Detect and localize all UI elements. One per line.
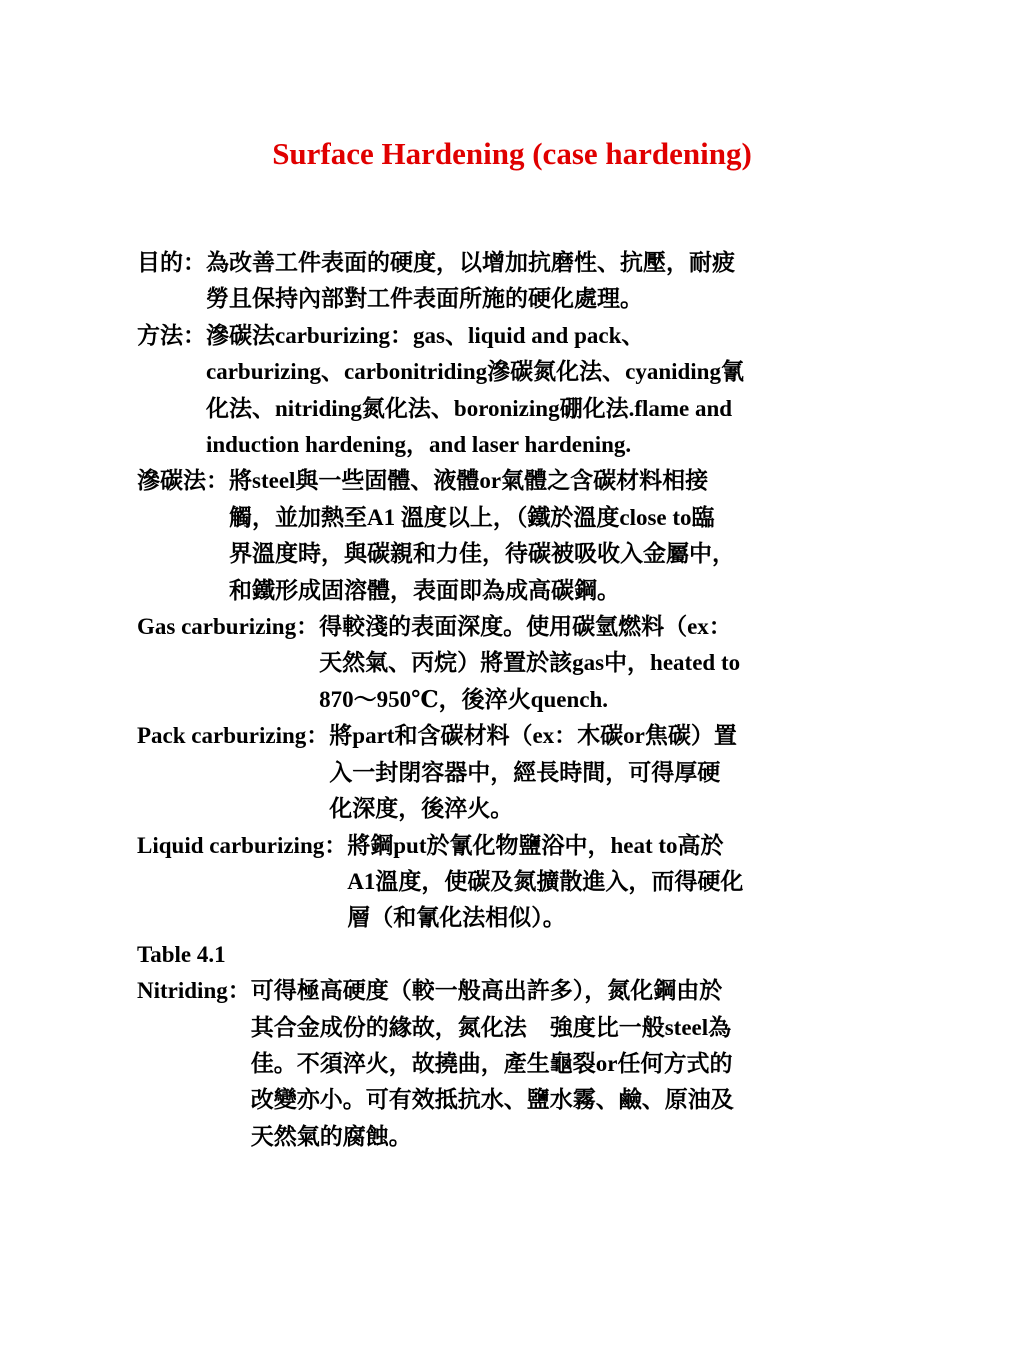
- text-line: 界溫度時，與碳親和力佳，待碳被吸收入金屬中，: [229, 541, 735, 567]
- text-line: 滲碳法carburizing：gas、liquid and pack、: [206, 322, 645, 348]
- text-line: 其合金成份的緣故，氮化法 強度比一般steel為: [250, 1014, 732, 1040]
- document-body: [137, 245, 957, 1155]
- text-line: 可得極高硬度（較一般高出許多），氮化鋼由於: [250, 978, 723, 1004]
- text-line: carburizing、carbonitriding滲碳氮化法、cyaniding氰: [206, 359, 744, 385]
- section-liquid-carburizing: [137, 828, 957, 937]
- section-purpose: [137, 245, 957, 318]
- section-term: 方法：: [137, 322, 206, 348]
- section-term: Nitriding：: [137, 978, 251, 1004]
- section-gas-carburizing: [137, 609, 957, 718]
- section-pack-carburizing: [137, 718, 957, 827]
- text-line: 和鐵形成固溶體，表面即為成高碳鋼。: [229, 577, 620, 603]
- table-reference: Table 4.1: [137, 941, 226, 967]
- section-text: [319, 609, 957, 718]
- text-line: 將part和含碳材料（ex：木碳or焦碳）置: [329, 723, 737, 749]
- page-title: Surface Hardening (case hardening): [272, 136, 752, 171]
- text-line: A1溫度，使碳及氮擴散進入，而得硬化: [347, 868, 744, 894]
- text-line: 觸，並加熱至A1 溫度以上，（鐵於溫度close to臨: [229, 504, 715, 530]
- section-carburizing: [137, 463, 957, 609]
- text-line: 天然氣、丙烷）將置於該gas中，heated to: [319, 650, 741, 676]
- section-text: [347, 828, 957, 937]
- text-line: 改變亦小。可有效抵抗水、鹽水霧、鹼、原油及: [250, 1087, 734, 1113]
- section-text: [329, 718, 957, 827]
- section-term: 目的：: [137, 250, 206, 275]
- text-line: induction hardening，and laser hardening.: [206, 432, 632, 458]
- section-text: [229, 463, 957, 609]
- text-line: 層（和氰化法相似）。: [347, 905, 566, 931]
- text-line: 天然氣的腐蝕。: [250, 1123, 412, 1149]
- text-line: 入一封閉容器中，經長時間，可得厚硬: [329, 759, 721, 785]
- text-line: 得較淺的表面深度。使用碳氫燃料（ex：: [319, 614, 732, 640]
- text-line: 870～950℃，後淬火quench.: [319, 686, 608, 712]
- text-line: 將鋼put於氰化物鹽浴中，heat to高於: [347, 832, 724, 858]
- text-line: 佳。不須淬火，故撓曲，產生龜裂or任何方式的: [250, 1050, 733, 1076]
- section-term: Liquid carburizing：: [137, 832, 348, 858]
- text-line: 化深度，後淬火。: [329, 796, 514, 822]
- section-text: [206, 318, 957, 464]
- text-line: 化法、nitriding氮化法、boronizing硼化法.flame and: [206, 395, 733, 421]
- section-term: 滲碳法：: [137, 468, 229, 494]
- section-text: [206, 245, 957, 318]
- section-term: Pack carburizing：: [137, 723, 330, 749]
- section-text: [251, 973, 957, 1155]
- text-line: 為改善工件表面的硬度，以增加抗磨性、抗壓，耐疲: [206, 250, 735, 275]
- text-line: 勞且保持內部對工件表面所施的硬化處理。: [206, 286, 643, 312]
- section-methods: [137, 318, 957, 464]
- section-term: Gas carburizing：: [137, 614, 320, 640]
- text-line: 將steel與一些固體、液體or氣體之含碳材料相接: [229, 468, 709, 494]
- section-nitriding: [137, 973, 957, 1155]
